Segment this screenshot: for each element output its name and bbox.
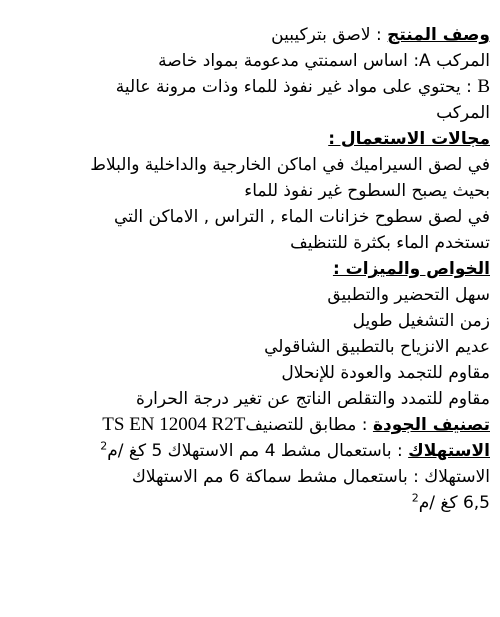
feature-line-5: مقاوم للتمدد والتقلص الناتج عن تغير درجة الحرارة: [136, 389, 490, 409]
part-a-text: اساس اسمنتي مدعومة بمواد خاصة: [158, 51, 408, 71]
quality-text: : مطابق للتصنيف: [245, 415, 368, 435]
usage-heading: مجالات الاستعمال :: [328, 129, 490, 149]
consumption-text-3: 6,5 كغ /م: [418, 493, 490, 513]
usage-line-2: بحيث يصبح السطوح غير نفوذ للماء: [244, 181, 490, 201]
consumption-line-1: [8, 438, 490, 464]
feature-line-1: سهل التحضير والتطبيق: [327, 285, 490, 305]
part-b-text: : يحتوي على مواد غير نفوذ للماء وذات مرونة عالية: [115, 77, 472, 97]
description-value: : لاصق بتركيبين: [271, 25, 382, 45]
part-a-label: المركب A:: [413, 51, 490, 71]
consumption-line-3: [8, 490, 490, 516]
usage-heading-line: [8, 126, 490, 152]
features-heading-line: [8, 256, 490, 282]
usage-line-1: في لصق السيراميك في اماكن الخارجية والداخلية والبلاط: [90, 155, 490, 175]
consumption-line-2: الاستهلاك : باستعمال مشط سماكة 6 مم الاستهلاك: [131, 467, 490, 487]
consumption-text-1: : باستعمال مشط 4 مم الاستهلاك 5 كغ /م: [107, 441, 403, 461]
feature-line-4: مقاوم للتجمد والعودة للإنحلال: [281, 363, 490, 383]
feature-line-3: عديم الانزياح بالتطبيق الشاقولي: [264, 337, 490, 357]
description-heading: وصف المنتج: [387, 25, 490, 45]
square-superscript-2: 2: [411, 491, 419, 505]
part-b-line: [8, 74, 490, 100]
consumption-heading: الاستهلاك: [408, 441, 490, 461]
square-superscript: 2: [100, 439, 108, 453]
part-a-line: [8, 48, 490, 74]
usage-line-4: تستخدم الماء بكثرة للتنظيف: [290, 233, 490, 253]
usage-line-3: في لصق سطوح خزانات الماء , التراس , الاماكن التي: [113, 207, 490, 227]
description-line: [8, 22, 490, 48]
features-heading: الخواص والميزات :: [332, 259, 490, 279]
quality-heading: تصنيف الجودة: [372, 415, 490, 435]
part-b-label: B: [477, 76, 490, 97]
quality-line: [8, 412, 490, 438]
part-b-tail: المركب: [436, 103, 490, 123]
feature-line-2: زمن التشغيل طويل: [352, 311, 490, 331]
quality-standard: TS EN 12004 R2T: [102, 414, 246, 435]
